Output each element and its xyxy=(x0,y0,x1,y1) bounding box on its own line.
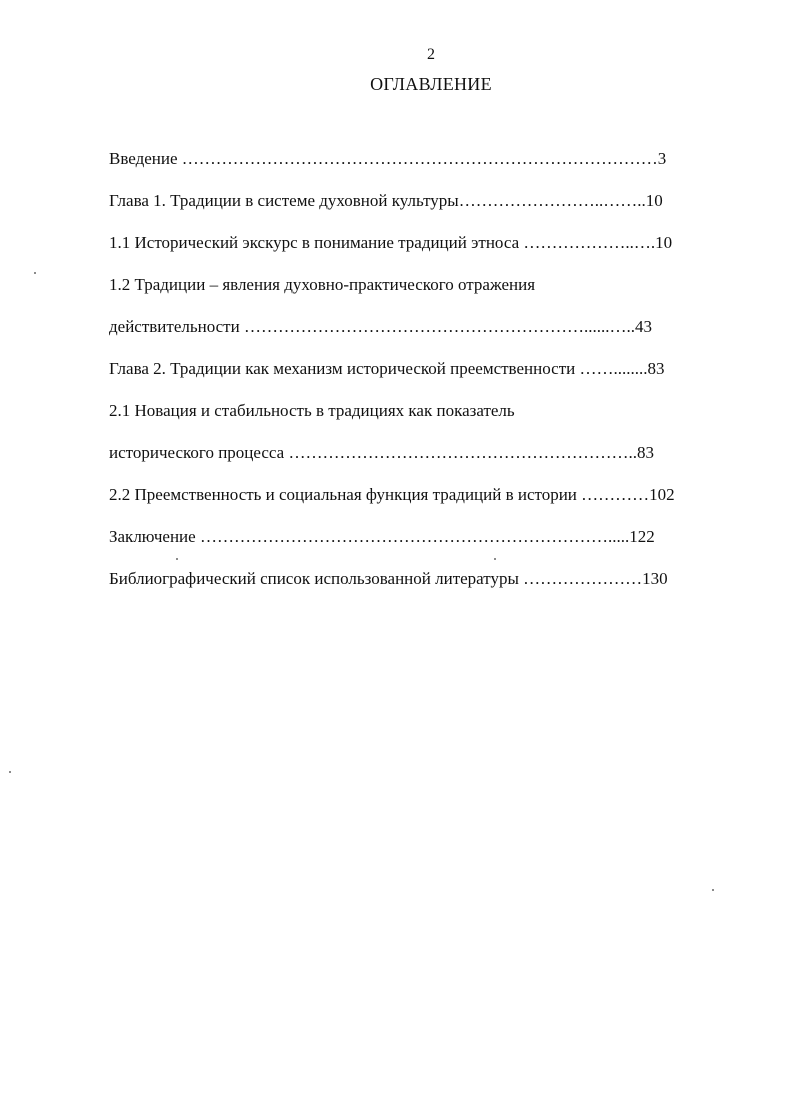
toc-entry-conclusion: Заключение ……………………………………………………………….....122 xyxy=(109,527,655,546)
scan-speck xyxy=(176,558,178,560)
scan-speck xyxy=(712,889,714,891)
scan-speck xyxy=(9,771,11,773)
toc-entry-bibliography: Библиографический список использованной литературы …………………130 xyxy=(109,569,668,588)
toc-entry-section-1-1: 1.1 Исторический экскурс в понимание традиций этноса ………………..….10 xyxy=(109,233,673,252)
scan-speck xyxy=(494,558,496,560)
toc-entry-chapter-1: Глава 1. Традиции в системе духовной культуры……………………..……..10 xyxy=(109,191,663,210)
toc-entry-section-1-2-line-1: 1.2 Традиции – явления духовно-практического отражения xyxy=(109,275,536,294)
toc-entry-chapter-2: Глава 2. Традиции как механизм исторической преемственности ……........83 xyxy=(109,359,665,378)
page-number: 2 xyxy=(427,46,435,63)
toc-entry-introduction: Введение …………………………………………………………………………3 xyxy=(109,149,667,168)
toc-entry-section-2-1-line-1: 2.1 Новация и стабильность в традициях как показатель xyxy=(109,401,515,420)
toc-entry-section-1-2-line-2: действительности ……………………………………………………......…..43 xyxy=(109,317,652,336)
toc-entry-section-2-2: 2.2 Преемственность и социальная функция традиций в истории …………102 xyxy=(109,485,675,504)
toc-entry-section-2-1-line-2: исторического процесса ……………………………………………………..83 xyxy=(109,443,654,462)
page-title: ОГЛАВЛЕНИЕ xyxy=(370,74,492,94)
scan-speck xyxy=(34,272,36,274)
